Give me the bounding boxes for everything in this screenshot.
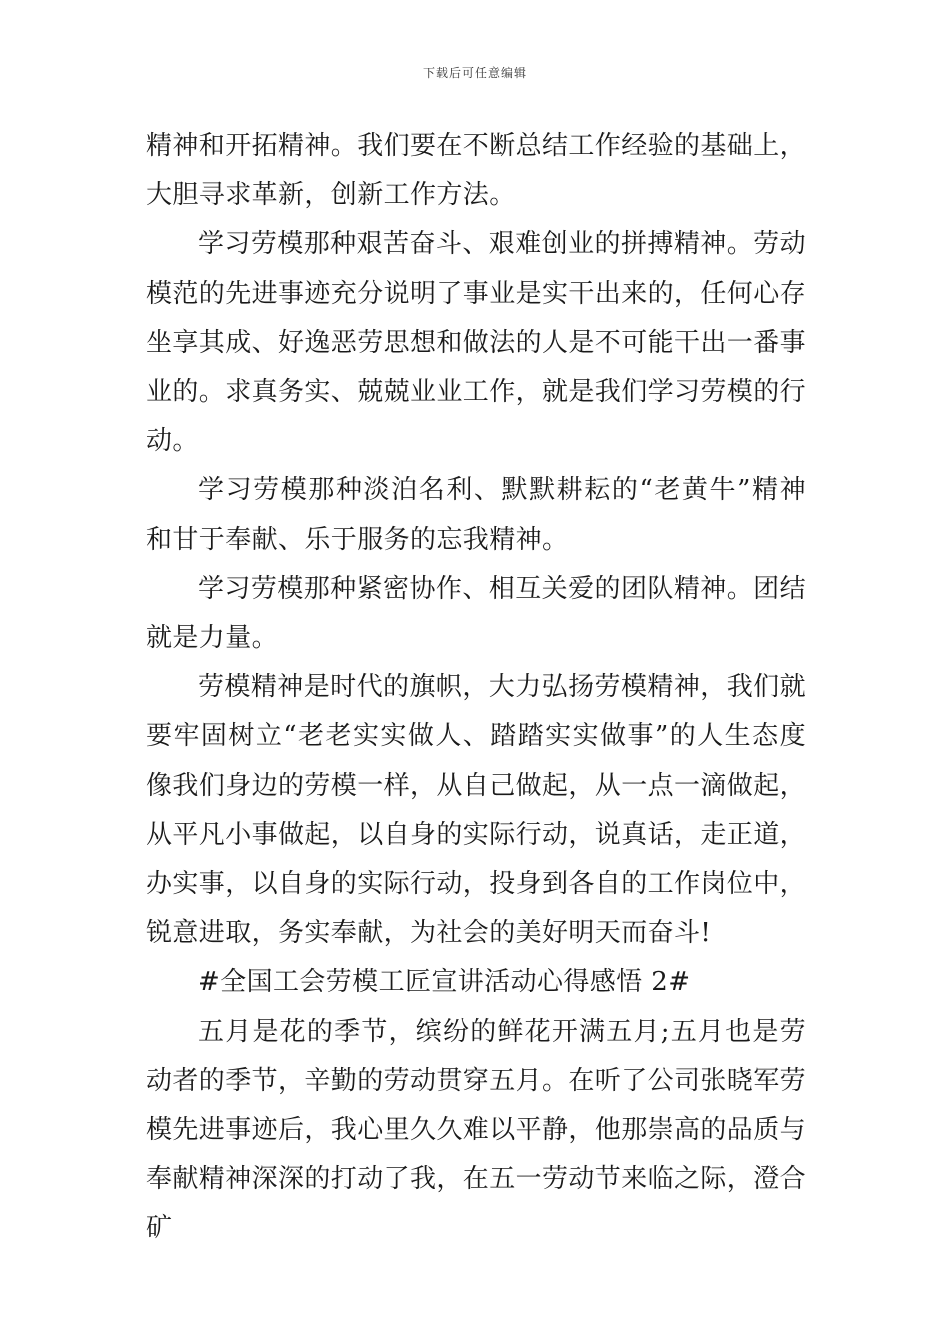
paragraph: 学习劳模那种艰苦奋斗、艰难创业的拼搏精神。劳动模范的先进事迹充分说明了事业是实干出来的，任何心存坐享其成、好逸恶劳思想和做法的人是不可能干出一番事业的。求真务实、兢兢业业工作，就是我们学习劳模的行动。: [146, 229, 807, 457]
paragraph: 精神和开拓精神。我们要在不断总结工作经验的基础上，大胆寻求革新，创新工作方法。: [146, 131, 807, 211]
paragraph: 学习劳模那种紧密协作、相互关爱的团队精神。团结就是力量。: [146, 573, 806, 654]
paragraph: 五月是花的季节，缤纷的鲜花开满五月;五月也是劳动者的季节，辛勤的劳动贯穿五月。在听了公司张晓军劳模先进事迹后，我心里久久难以平静，他那崇高的品质与奉献精神深深的打动了我，在五一劳动节来临之际，澄合矿: [146, 1016, 807, 1244]
paragraph: 学习劳模那种淡泊名利、默默耕耘的“老黄牛”精神和甘于奉献、乐于服务的忘我精神。: [146, 475, 806, 555]
paragraph: 劳模精神是时代的旗帜，大力弘扬劳模精神，我们就要牢固树立“老老实实做人、踏踏实实做事”的人生态度像我们身边的劳模一样，从自己做起，从一点一滴做起，从平凡小事做起，以自身的实际行动，说真话，走正道，办实事，以自身的实际行动，投身到各自的工作岗位中，锐意进取，务实奉献，为社会的美好明天而奋斗!: [146, 672, 807, 949]
page-header: 下载后可任意编辑: [422, 66, 527, 80]
section-heading: #全国工会劳模工匠宣讲活动心得感悟 2#: [198, 967, 691, 998]
document-body: [146, 122, 806, 1254]
